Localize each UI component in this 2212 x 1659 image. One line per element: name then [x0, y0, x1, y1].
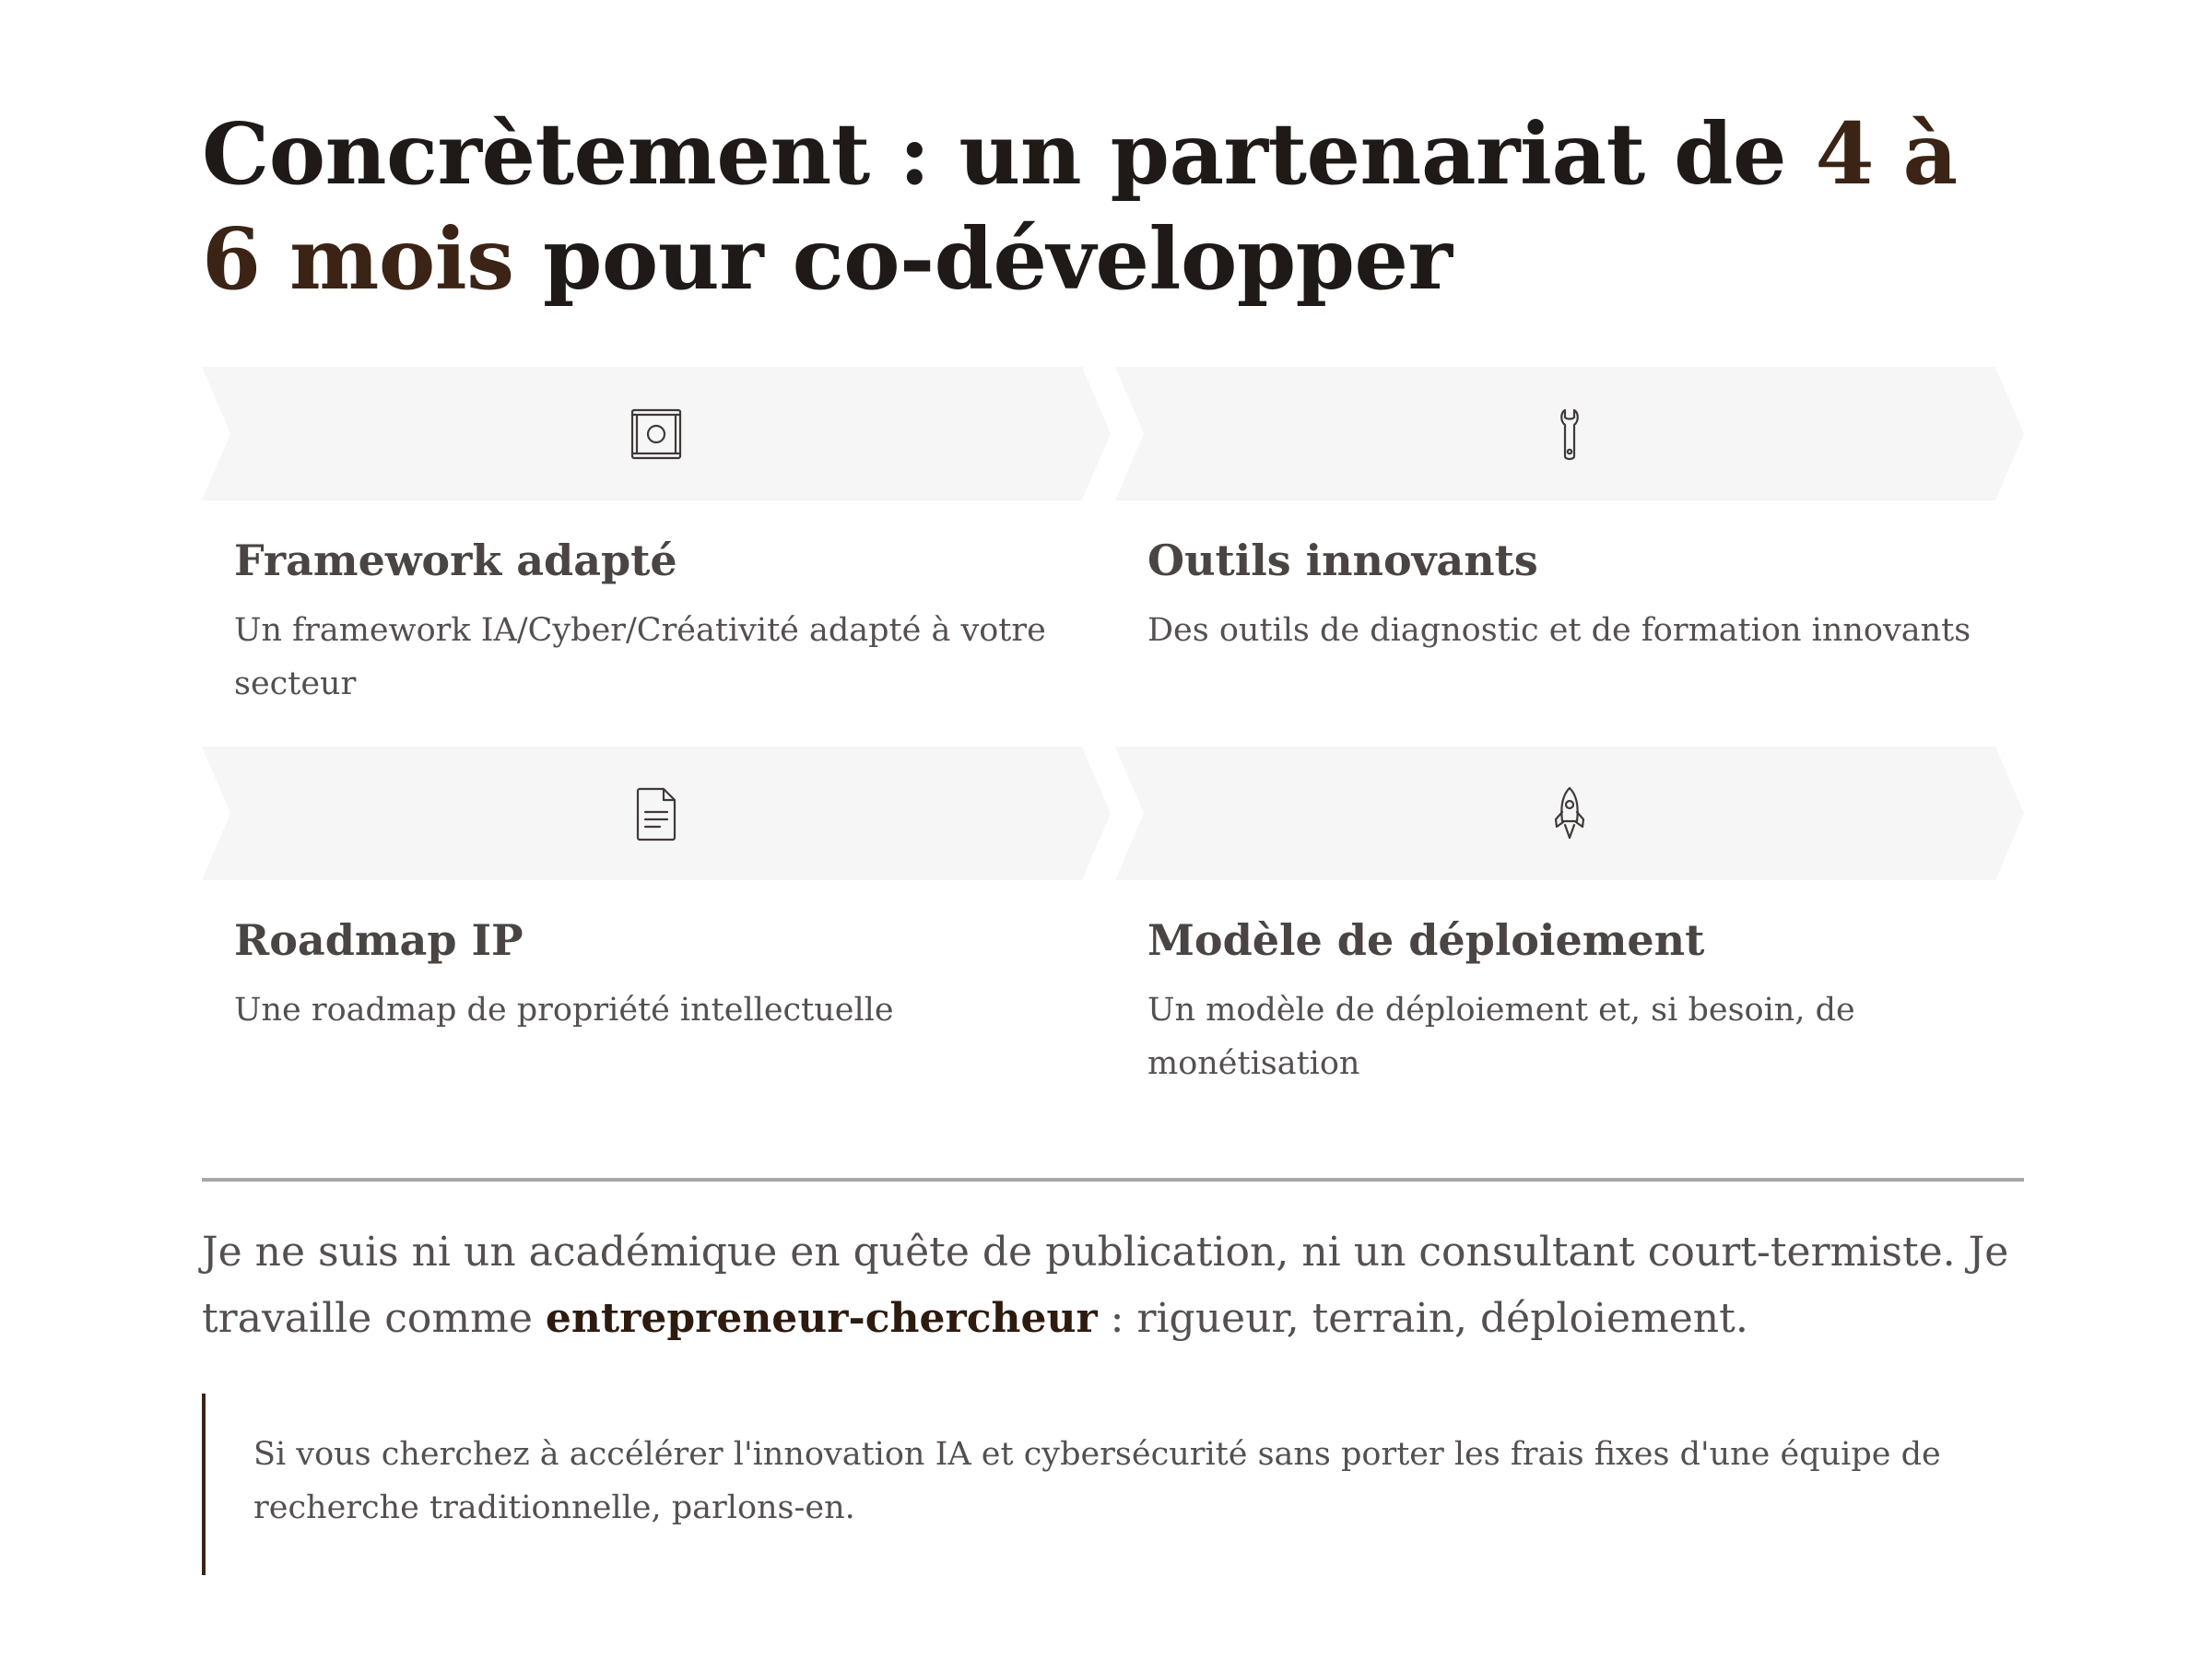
card-deployment: [1115, 747, 2024, 1082]
card-description: Un modèle de déploiement et, si besoin, de monétisation: [1147, 992, 1855, 1082]
wrench-icon: [1540, 405, 1599, 464]
call-to-action-quote: [202, 1394, 2024, 1575]
quote-text: Si vous cherchez à accélérer l'innovation IA et cybersécurité sans porter les frais fixes d'une équipe de recherche traditionnelle, parlons-en.: [253, 1436, 1941, 1526]
page-title: [202, 101, 2024, 312]
document-icon: [627, 784, 686, 843]
card-banner: [202, 367, 1111, 500]
card-banner: [202, 747, 1111, 880]
card-title: Roadmap IP: [234, 915, 524, 965]
card-description: Un framework IA/Cyber/Créativité adapté à votre secteur: [234, 612, 1046, 702]
card-framework: [202, 367, 1111, 702]
card-title: Framework adapté: [234, 535, 677, 585]
title-highlight: 4 à 6 mois: [202, 104, 1958, 309]
safe-icon: [627, 405, 686, 464]
title-text-before: Concrètement : un partenariat de: [202, 104, 1816, 204]
intro-text-before: Je ne suis ni un académique en quête de publication, ni un consultant court-termiste. Je travaille comme: [202, 1229, 2009, 1342]
card-banner: [1115, 367, 2024, 500]
card-title: Outils innovants: [1147, 535, 1538, 585]
intro-strong: entrepreneur-chercheur: [545, 1295, 1098, 1342]
section-divider: [202, 1178, 2024, 1182]
card-tools: [1115, 367, 2024, 649]
card-title: Modèle de déploiement: [1147, 915, 1705, 965]
rocket-icon: [1540, 784, 1599, 843]
card-description: Une roadmap de propriété intellectuelle: [234, 992, 894, 1029]
intro-text-after: : rigueur, terrain, déploiement.: [1097, 1295, 1748, 1342]
card-description: Des outils de diagnostic et de formation innovants: [1147, 612, 1971, 649]
card-banner: [1115, 747, 2024, 880]
title-text-after: pour co-développer: [513, 209, 1453, 309]
intro-paragraph: [202, 1219, 2024, 1352]
card-roadmap: [202, 747, 1111, 1029]
